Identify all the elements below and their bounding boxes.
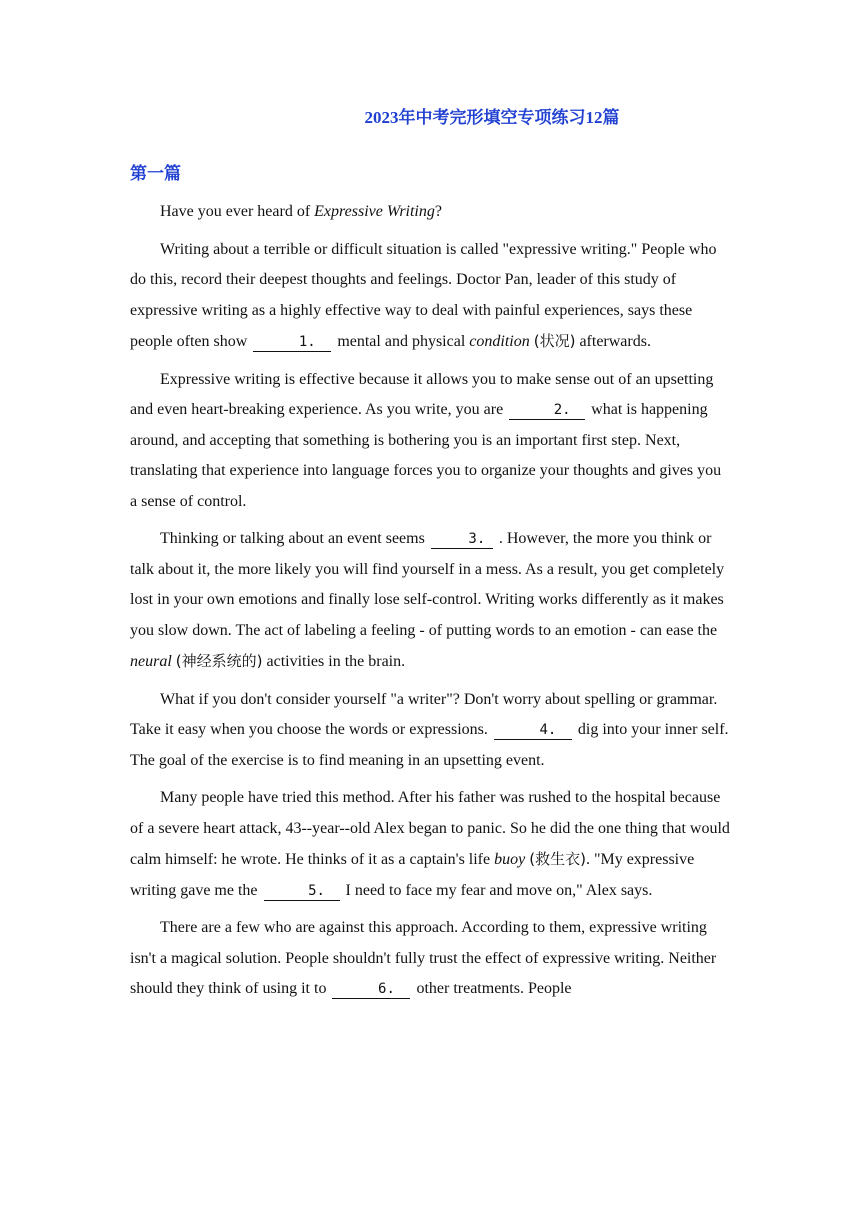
emphasis-text: neural bbox=[130, 653, 172, 670]
paragraph-3: Expressive writing is effective because it allows you to make sense out of an upsetting and even heart-breaking experience. As you write, you are 2. what is happening around, and accepting that something is bothering you is an important first step. Next, translating that experience into language forces you to organize your thoughts and gives you a sense of control. bbox=[130, 370, 722, 510]
paragraph-7: There are a few who are against this approach. According to them, expressive writing isn't a magical solution. People shouldn't fully trust the effect of expressive writing. Neither should they think of using it to 6. other treatments. People bbox=[130, 919, 717, 997]
blank-2[interactable]: 2. bbox=[509, 401, 585, 420]
section-heading: 第一篇 bbox=[130, 164, 181, 183]
blank-1[interactable]: 1. bbox=[253, 333, 331, 352]
chinese-gloss: (状况) bbox=[533, 332, 576, 350]
paragraph-4: Thinking or talking about an event seems 3. . However, the more you think or talk about it, the more likely you will find yourself in a mess. As a result, you get completely lost in your own emotions and finally lose self-control. Writing works differently as it makes you slow down. The act of labeling a feeling - of putting words to an emotion - can ease the neural (神经系统的) activities in the brain. bbox=[130, 530, 725, 670]
paragraph-5: What if you don't consider yourself "a writer"? Don't worry about spelling or grammar. Take it easy when you choose the words or expressions. 4. dig into your inner self. The goal of the exercise is to find meaning in an upsetting event. bbox=[130, 690, 729, 769]
chinese-gloss: (神经系统的) bbox=[175, 652, 263, 670]
paragraph-1: Have you ever heard of Expressive Writing? bbox=[160, 203, 442, 220]
blank-5[interactable]: 5. bbox=[264, 882, 340, 901]
blank-4[interactable]: 4. bbox=[494, 721, 572, 740]
paragraph-2: Writing about a terrible or difficult situation is called "expressive writing." People who do this, record their deepest thoughts and feelings. Doctor Pan, leader of this study of expressive writing as a highly effective way to deal with painful experiences, says these people often show 1. mental and physical condition (状况) afterwards. bbox=[130, 240, 717, 350]
emphasis-text: Expressive Writing bbox=[314, 203, 435, 220]
document-title: 2023年中考完形填空专项练习12篇 bbox=[364, 108, 620, 127]
emphasis-text: buoy bbox=[494, 851, 526, 868]
blank-3[interactable]: 3. bbox=[431, 530, 493, 549]
blank-6[interactable]: 6. bbox=[332, 980, 410, 999]
chinese-gloss: (救生衣) bbox=[529, 850, 586, 868]
passage-body bbox=[130, 197, 732, 1012]
emphasis-text: condition bbox=[469, 333, 530, 350]
paragraph-6: Many people have tried this method. After his father was rushed to the hospital because of a severe heart attack, 43--year--old Alex began to panic. So he did the one thing that would calm himself: he wrote. He thinks of it as a captain's life buoy (救生衣). "My expressive writing gave me the 5. I need to face my fear and move on," Alex says. bbox=[130, 789, 730, 899]
